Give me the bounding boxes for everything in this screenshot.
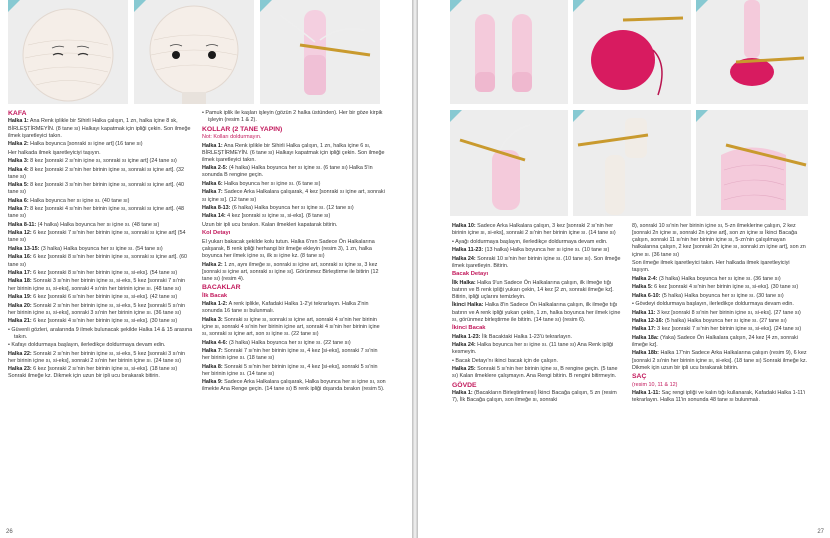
row-text: Kol Detayı bbox=[202, 230, 231, 237]
section-heading bbox=[632, 373, 808, 380]
instruction-row bbox=[632, 318, 808, 325]
body-joining-illustration bbox=[696, 110, 808, 216]
row-text: 8), sonraki 10 sı'nin her birinin içine sı, 5-zn ilmeklerine çalışın, 2 kez [sonraki 2n içine sı, sonraki 2n içine art], son zn içine sı İkinci Bacağa çalışın, sonraki 11 sı'nin her birinin içine sı, 5-zn'nin çalışılmayan halkalarına çalışın, 2 kez [sonraki 2n içine sı, sonraki zn içine art], son zn içine sı. (36 tane sı) bbox=[632, 223, 806, 258]
instruction-row bbox=[452, 366, 624, 380]
instruction-row bbox=[8, 254, 194, 268]
row-text: Sonraki sı içine sı, sonraki sı içine art, sonraki 4 sı'nin her birinin içine sı, sonraki 4 sı'nin her birinin içine art, sonraki 4 sı'nin her birinin içine sı, sonraki sı içine art, son sı içine sı. (22 tane sı) bbox=[202, 316, 380, 338]
row-label: Halka 25: bbox=[452, 366, 476, 373]
row-text: 8 kez [sonraki 2 sı'nin her birinin içine sı, sonraki sı içine art]. (32 tane sı) bbox=[8, 166, 185, 180]
row-label: Halka 24: bbox=[452, 255, 476, 262]
left-column-2 bbox=[202, 110, 386, 395]
page-number-left: 26 bbox=[6, 529, 13, 535]
instruction-row bbox=[8, 318, 194, 325]
instruction-row bbox=[632, 260, 808, 274]
corner-marker bbox=[134, 0, 146, 12]
row-label: Halka 12-16: bbox=[632, 317, 664, 324]
row-label: Halka 1: bbox=[8, 118, 29, 125]
row-label: Halka 6: bbox=[202, 180, 223, 187]
row-text: • Kafayı doldurmaya başlayın, ilerledikçe doldurmaya devam edin. bbox=[8, 342, 166, 349]
row-label: Halka 4: bbox=[8, 166, 29, 173]
instruction-row bbox=[452, 223, 624, 237]
row-label: Halka 1: bbox=[452, 390, 473, 397]
instruction-row bbox=[202, 348, 386, 362]
row-label: Halka 11: bbox=[632, 309, 656, 316]
subsection-heading bbox=[452, 325, 624, 332]
row-text: KAFA bbox=[8, 110, 27, 117]
row-text: • Pamuk iplik ile kaşları işleyin (gözün 2 halka üstünden). Her bir göze kirpik işleyin (resim 1 & 2). bbox=[202, 110, 383, 124]
instruction-row bbox=[8, 278, 194, 292]
row-label: İkinci Halka: bbox=[452, 302, 484, 309]
instruction-row bbox=[202, 364, 386, 378]
crochet-head-eyes-illustration bbox=[134, 0, 254, 104]
row-label: Halka 2-4: bbox=[632, 275, 658, 282]
row-label: Halka 16: bbox=[8, 254, 32, 261]
instruction-row bbox=[202, 340, 386, 347]
row-text: 6 kez [sonraki 2 sı'nin her birinin içine sı, si-eks]. (18 tane sı) Sonraki ilmeğe kz. Dikmek için uzun bir ipli ucu bırakarak bitirin. bbox=[8, 366, 178, 380]
left-column-1 bbox=[8, 110, 194, 382]
row-label: Halka 18: bbox=[8, 278, 32, 285]
row-text: (5 halka) Halka boyunca her sı içine sı. (27 tane sı) bbox=[663, 317, 787, 324]
row-text: (3 halka) Halka boyunca her sı içine sı. (36 tane sı) bbox=[657, 275, 781, 282]
bullet-item bbox=[632, 301, 808, 308]
row-text: (13 halka) Halka boyunca her sı içine sı. (10 tane sı) bbox=[483, 247, 610, 254]
instruction-row bbox=[8, 141, 194, 148]
right-column-1 bbox=[452, 223, 624, 406]
instruction-row bbox=[452, 247, 624, 254]
bullet-item bbox=[8, 342, 194, 349]
row-label: Halka 24: bbox=[452, 342, 476, 349]
instruction-row bbox=[452, 302, 624, 323]
instruction-row bbox=[202, 239, 386, 260]
subsection-heading bbox=[452, 271, 624, 278]
row-text: GÖVDE bbox=[452, 381, 477, 389]
instruction-row bbox=[202, 165, 386, 179]
row-label: Halka 17: bbox=[632, 326, 656, 333]
row-text: 3 kez [sonraki 7 sı'nin her birinin içine sı, si-eks]. (24 tane sı) bbox=[655, 326, 802, 333]
arm-crochet-photo bbox=[260, 0, 380, 104]
row-text: Sonraki 7 sı'nin her birinin içine sı, 4 kez [si-eks], sonraki 7 sı'nin her birinin içine sı. (18 tane sı) bbox=[202, 348, 378, 362]
row-text: El yukarı bakacak şekilde kolu tutun. Halka 6'nın Sadece Ön Halkalarına çalışarak, B renk ipliği herhangi bir ilmeğe ekleyin (resim 3), 1 zn, halka boyunca her ilmek içine sı, ilk sı içine kz. (8 tane sı) bbox=[202, 238, 375, 260]
note-text bbox=[632, 382, 808, 389]
instruction-row bbox=[632, 326, 808, 333]
instruction-row bbox=[202, 189, 386, 203]
row-text: Halka 17'nin Sadece Arka Halkalarına çalışın (resim 9), 6 kez [sonraki 2 sı'nin her birinin içine sı, si-eks]. (18 tane sı) Sonraki ilmeğe kz. Dikmek için uzun bir ipli ucu bırakarak bitirin. bbox=[632, 350, 808, 371]
instruction-row bbox=[202, 222, 386, 229]
row-label: Halka 9: bbox=[202, 379, 223, 386]
row-label: Halka 5: bbox=[8, 182, 29, 189]
instruction-row bbox=[452, 342, 624, 356]
instruction-row bbox=[202, 181, 386, 188]
row-text: 6 kez [sonraki 4 sı'nin her birinin içine sı, si-eks]. (30 tane sı) bbox=[652, 284, 799, 291]
arm-hook-illustration bbox=[260, 0, 380, 104]
leg-top-illustration bbox=[696, 0, 808, 104]
row-label: Halka 18a: bbox=[632, 334, 659, 341]
row-text: 8 kez [sonraki 3 sı'nin her birinin içine sı, sonraki sı içine art]. (40 tane sı) bbox=[8, 182, 185, 196]
head-shape-photo bbox=[8, 0, 128, 104]
instruction-row bbox=[632, 276, 808, 283]
leg-ball-illustration bbox=[573, 0, 691, 104]
instruction-row bbox=[202, 213, 386, 220]
row-label: Halka 5: bbox=[632, 284, 653, 291]
right-page bbox=[418, 0, 830, 538]
instruction-row bbox=[202, 301, 386, 315]
row-label: Halka 7: bbox=[8, 206, 29, 213]
row-text: (3 halka) Halka boyunca her sı içine sı. (54 tane sı) bbox=[39, 245, 163, 252]
leg-ball-photo bbox=[573, 0, 691, 104]
row-label: Halka 2: bbox=[8, 141, 29, 148]
left-page bbox=[0, 0, 412, 538]
row-text: (5 halka) Halka boyunca her sı içine sı. (30 tane sı) bbox=[660, 292, 784, 299]
instruction-row bbox=[452, 334, 624, 341]
row-text: (resim 10, 11 & 12) bbox=[632, 381, 678, 388]
row-label: Halka 21: bbox=[8, 318, 32, 325]
row-label: Halka 3: bbox=[8, 158, 29, 165]
instruction-row bbox=[632, 335, 808, 349]
subsection-heading bbox=[202, 230, 386, 237]
instruction-row bbox=[202, 205, 386, 212]
row-label: Halka 1: bbox=[202, 142, 223, 149]
row-text: Halka boyunca her sı içine sı. (11 tane sı) Ana Renk ipliği kesmeyin. bbox=[452, 342, 614, 356]
row-label: Halka 8-13: bbox=[202, 204, 231, 211]
row-text: KOLLAR (2 TANE YAPIN) bbox=[202, 125, 283, 133]
row-label: Halka 7: bbox=[202, 348, 223, 355]
corner-marker bbox=[450, 0, 462, 12]
row-text: Her halkada ilmek işaretleyiciyi taşıyın. bbox=[8, 149, 101, 156]
row-text: İlk Bacaktaki Halka 1-23'ü tekrarlayın. bbox=[480, 333, 572, 340]
instruction-row bbox=[8, 118, 194, 139]
row-text: Halka 8'in Sadece Ön Halkalarına çalışın, ilk ilmeğe tığı batırın ve A renk ipliği yukarı çekin, 1 zn, halka boyunca her ilmek içine sı, görünmez birleştirme ile bitirin. (14 tane sı) (resim 6). bbox=[452, 302, 621, 323]
row-label: Halka 12: bbox=[8, 230, 32, 237]
row-label: Halka 11-23: bbox=[452, 247, 484, 254]
row-text: BACAKLAR bbox=[202, 284, 241, 292]
row-text: • Bacak Detayı'nı ikinci bacak için de çalışın. bbox=[452, 357, 558, 364]
row-text: Not: Kolları doldurmayın. bbox=[202, 134, 262, 141]
page-number-right: 27 bbox=[817, 529, 824, 535]
row-label: Halka 2: bbox=[202, 261, 223, 268]
instruction-row bbox=[8, 303, 194, 317]
leg-long-photo bbox=[573, 110, 691, 216]
row-label: Halka 13-15: bbox=[8, 245, 40, 252]
leg-stuffing-photo bbox=[450, 110, 568, 216]
subsection-heading bbox=[202, 293, 386, 300]
instruction-row bbox=[8, 158, 194, 165]
bullet-item bbox=[452, 239, 624, 246]
row-label: Halka 18b: bbox=[632, 350, 659, 357]
arm-top-photo bbox=[696, 0, 808, 104]
corner-marker bbox=[573, 110, 585, 122]
row-text: 6 kez [sonraki 4 sı'nin her birinin içine sı, si-eks]. (30 tane sı) bbox=[31, 318, 178, 325]
body-joining-photo bbox=[696, 110, 808, 216]
row-label: Halka 6: bbox=[8, 197, 29, 204]
row-text: • Güvenli gözleri, aralarında 9 ilmek bulunacak şekilde Halka 14 & 15 arasına takın. bbox=[8, 326, 193, 340]
row-text: (Bacakların Birleştirilmesi) İkinci Bacağa çalışın, 5 zn (resim 7), İlk Bacağa çalışın, son ilmeğe sı, sonraki bbox=[452, 390, 617, 404]
instruction-row bbox=[8, 294, 194, 301]
corner-marker bbox=[260, 0, 272, 12]
bullet-item bbox=[452, 358, 624, 365]
instruction-row bbox=[8, 182, 194, 196]
section-heading bbox=[8, 110, 194, 117]
row-text: • Gövdeyi doldurmaya başlayın, ilerledikçe doldurmaya devam edin. bbox=[632, 301, 794, 308]
row-label: Halka 14: bbox=[202, 213, 226, 220]
instruction-row bbox=[8, 366, 194, 380]
row-label: Halka 22: bbox=[8, 350, 32, 357]
arm-pieces-photo bbox=[450, 0, 568, 104]
row-label: Halka 2-5: bbox=[202, 165, 228, 172]
instruction-row bbox=[202, 317, 386, 338]
row-text: Sadece Arka Halkalara çalışarak, 4 kez [sonraki sı içine art, sonraki sı içine sı]. (12 tane sı) bbox=[202, 189, 385, 203]
row-text: (4 halka) Halka boyunca her sı içine sı. (48 tane sı) bbox=[36, 221, 160, 228]
row-text: İlk Bacak bbox=[202, 292, 228, 299]
bullet-item bbox=[8, 327, 194, 341]
crochet-head-illustration bbox=[8, 0, 128, 104]
instruction-row bbox=[8, 222, 194, 229]
instruction-row bbox=[8, 230, 194, 244]
instruction-row bbox=[8, 198, 194, 205]
row-label: Halka 1-23: bbox=[452, 333, 481, 340]
row-label: Halka 20: bbox=[8, 302, 32, 309]
row-text: Sonraki 2 sı'nin her birinin içine sı, si-eks, 5 kez [sonraki 5 sı'nin her birinin içine sı, si-eks], sonraki 3 sı'nin her birinin içine sı. (36 tane sı) bbox=[8, 302, 186, 316]
instruction-row bbox=[632, 310, 808, 317]
row-text: Halka boyunca her sı içine sı. (6 tane sı) bbox=[222, 180, 321, 187]
row-text: Halka 9'un Sadece Ön Halkalarına çalışın, ilk ilmeğe tığı batırın ve B renk ipliği yukarı çekin, 14 kez [2 zn, sonraki ilmeğe kz]. Bitirin, ipliği uçlarını temizleyin. bbox=[452, 279, 614, 300]
row-label: Halka 10: bbox=[452, 223, 476, 229]
corner-marker bbox=[696, 110, 708, 122]
row-text: 1 zn, aynı ilmeğe sı, sonraki sı içine art, sonraki sı içine sı, 3 kez [sonraki sı içine art, sonraki sı içine sı]. Görünmez Birleştirme ile bitirin (12 tane sı) (resim 4). bbox=[202, 261, 379, 282]
row-label: Halka 7: bbox=[202, 189, 223, 196]
note-text bbox=[202, 134, 386, 141]
instruction-row bbox=[632, 293, 808, 300]
instruction-row bbox=[8, 150, 194, 157]
instruction-row bbox=[202, 262, 386, 283]
row-text: (3 halka) Halka boyunca her sı içine sı. (22 tane sı) bbox=[227, 339, 351, 346]
head-eyes-photo bbox=[134, 0, 254, 104]
row-label: Halka 4-6: bbox=[202, 339, 228, 346]
row-text: İkinci Bacak bbox=[452, 325, 486, 332]
row-label: Halka 3: bbox=[202, 316, 223, 323]
row-text: Bacak Detayı bbox=[452, 271, 489, 278]
row-label: Halka 8-11: bbox=[8, 221, 37, 228]
row-text: Sonraki 5 sı'nin her birinin içine sı, B rengine geçin. (5 tane sı) Kalan ilmeklere çalışmayın. Ana Rengi bitirin. B rengini bitirmeyin. bbox=[452, 366, 618, 380]
instruction-row bbox=[632, 390, 808, 404]
instruction-row bbox=[452, 256, 624, 270]
instruction-row bbox=[452, 390, 624, 404]
right-column-2 bbox=[632, 223, 808, 406]
row-text: Halka boyunca her sı içine sı. (40 tane sı) bbox=[28, 197, 130, 204]
row-label: Halka 6-10: bbox=[632, 292, 661, 299]
instruction-row bbox=[8, 167, 194, 181]
section-heading bbox=[202, 126, 386, 133]
row-text: 6 kez [sonraki 7 sı'nin her birinin içine sı, sonraki sı içine art] (54 tane sı) bbox=[8, 230, 186, 244]
row-label: Halka 17: bbox=[8, 269, 32, 276]
row-text: 4 kez [sonraki sı içine sı, si-eks]. (8 tane sı) bbox=[225, 213, 331, 220]
leg-stuffing-illustration bbox=[450, 110, 568, 216]
row-text: A renk iplikle, Kafadaki Halka 1-2'yi tekrarlayın. Halka 2'nin sonunda 16 tane sı bulunmalı. bbox=[202, 301, 369, 315]
instruction-row bbox=[632, 223, 808, 259]
instruction-row bbox=[632, 284, 808, 291]
row-label: İlk Halka: bbox=[452, 279, 476, 286]
row-text: Sadece Arka Halkalara çalışarak, Halka boyunca her sı içine sı, son ilmekte Ana Renge geçin. (14 tane sı) B renk ipliği dışarıda bırakın (resim 5). bbox=[202, 379, 386, 393]
row-text: Saç rengi ipliği ve kalın tığı kullanarak, Kafadaki Halka 1-11'i tekrarlayın. Halka 11'in sonunda 48 tane sı bulunmalı. bbox=[632, 390, 806, 404]
row-label: Halka 1-11: bbox=[632, 390, 661, 397]
row-text: Sonraki 5 sı'nin her birinin içine sı, 4 kez [si-eks], sonraki 5 sı'nin her birinin içine sı. (14 tane sı) bbox=[202, 363, 378, 377]
instruction-row bbox=[8, 351, 194, 365]
row-text: (6 halka) Halka boyunca her sı içine sı. (12 tane sı) bbox=[230, 204, 354, 211]
instruction-row bbox=[632, 350, 808, 371]
instruction-row bbox=[8, 246, 194, 253]
row-text: 6 kez [sonraki 8 sı'nin her birinin içine sı, si-eks]. (54 tane sı) bbox=[31, 269, 178, 276]
corner-marker bbox=[450, 110, 462, 122]
row-text: Uzun bir ipli ucu bırakın. Kalan ilmekleri kapatarak bitirin. bbox=[202, 221, 338, 228]
leg-long-illustration bbox=[573, 110, 691, 216]
section-heading bbox=[202, 284, 386, 291]
section-heading bbox=[452, 382, 624, 389]
corner-marker bbox=[573, 0, 585, 12]
row-text: 8 kez [sonraki 4 sı'nin her birinin içine sı, sonraki sı içine art]. (48 tane sı) bbox=[8, 206, 185, 220]
corner-marker bbox=[696, 0, 708, 12]
row-text: (Yaka) Sadece Ön Halkalara çalışın, 24 kez [4 zn, sonraki ilmeğe kz]. bbox=[632, 334, 798, 349]
row-text: (4 halka) Halka boyunca her sı içine sı. (6 tane sı) Halka 5'in sonunda B rengine geçin. bbox=[202, 165, 373, 179]
row-label: Halka 23: bbox=[8, 366, 32, 373]
row-text: Ana Renk iplikle bir Sihirli Halka çalışın, 1 zn, halka içine 6 sı, BİRLEŞTİRMEYİN. (6 tane sı) Halkayı kapatmak için ipliği çekin. Son ilmeğe ilmek işaretleyici takın. bbox=[202, 142, 385, 163]
arm-pieces-illustration bbox=[450, 0, 568, 104]
row-text: 6 kez [sonraki 6 sı'nin her birinin içine sı, si-eks]. (42 tane sı) bbox=[31, 294, 178, 301]
row-text: 8 kez [sonraki 2 sı'nin içine sı, sonraki sı içine art] (24 tane sı) bbox=[28, 158, 177, 165]
corner-marker bbox=[8, 0, 20, 12]
row-label: Halka 19: bbox=[8, 294, 32, 301]
instruction-row bbox=[202, 379, 386, 393]
bullet-item bbox=[202, 110, 386, 124]
row-text: 6 kez [sonraki 8 sı'nin her birinin içine sı, sonraki sı içine art]. (60 tane sı) bbox=[8, 254, 188, 268]
row-text: • Ayağı doldurmaya başlayın, ilerledikçe doldurmaya devam edin. bbox=[452, 238, 608, 245]
row-text: Sonraki 10 sı'nin her birinin içine sı. (10 tane sı). Son ilmeğe ilmek işaretleyin. Bitirin. bbox=[452, 255, 621, 269]
instruction-row bbox=[8, 206, 194, 220]
row-text: 3 kez [sonraki 8 sı'nin her birinin içine sı, si-eks]. (27 tane sı) bbox=[655, 309, 801, 316]
row-text: Sonraki 3 sı'nin her birinin içine sı, si-eks, 5 kez [sonraki 7 sı'nin her birinin içine sı, si-eks], sonraki 4 sı'nin her birinin içine sı. (48 tane sı) bbox=[8, 278, 186, 292]
instruction-row bbox=[8, 270, 194, 277]
row-label: Halka 1-2: bbox=[202, 301, 228, 308]
instruction-row bbox=[202, 143, 386, 164]
row-text: Son ilmeğe ilmek işaretleyici takın. Her halkada ilmek işaretleyiciyi taşıyın. bbox=[632, 260, 790, 274]
row-text: Halka boyunca [sonraki sı içine art] (16 tane sı) bbox=[28, 141, 143, 148]
row-text: Ana Renk iplikle bir Sihirli Halka çalışın, 1 zn, halka içine 8 sk, BİRLEŞTİRMEYİN. (8 tane sı) Halkayı kapatmak için ipliği çekin. Son ilmeğe ilmek işaretleyici takın. bbox=[8, 118, 191, 139]
row-text: Sonraki 2 sı'nin her birinin içine sı, si-eks, 5 kez [sonraki 3 sı'nin her birinin içine sı, si-eks], sonraki 2 sı'nin her birinin içine sı. (24 tane sı) bbox=[8, 350, 186, 364]
row-text: Sadece Arka Halkalara çalışın, 3 kez [sonraki 2 sı'nin her birinin içine sı, si-eks], sonraki 2 sı'nin her birinin içine sı. (14 tane sı) bbox=[452, 223, 616, 237]
instruction-row bbox=[452, 280, 624, 301]
row-label: Halka 8: bbox=[202, 363, 223, 370]
row-text: SAÇ bbox=[632, 373, 647, 381]
